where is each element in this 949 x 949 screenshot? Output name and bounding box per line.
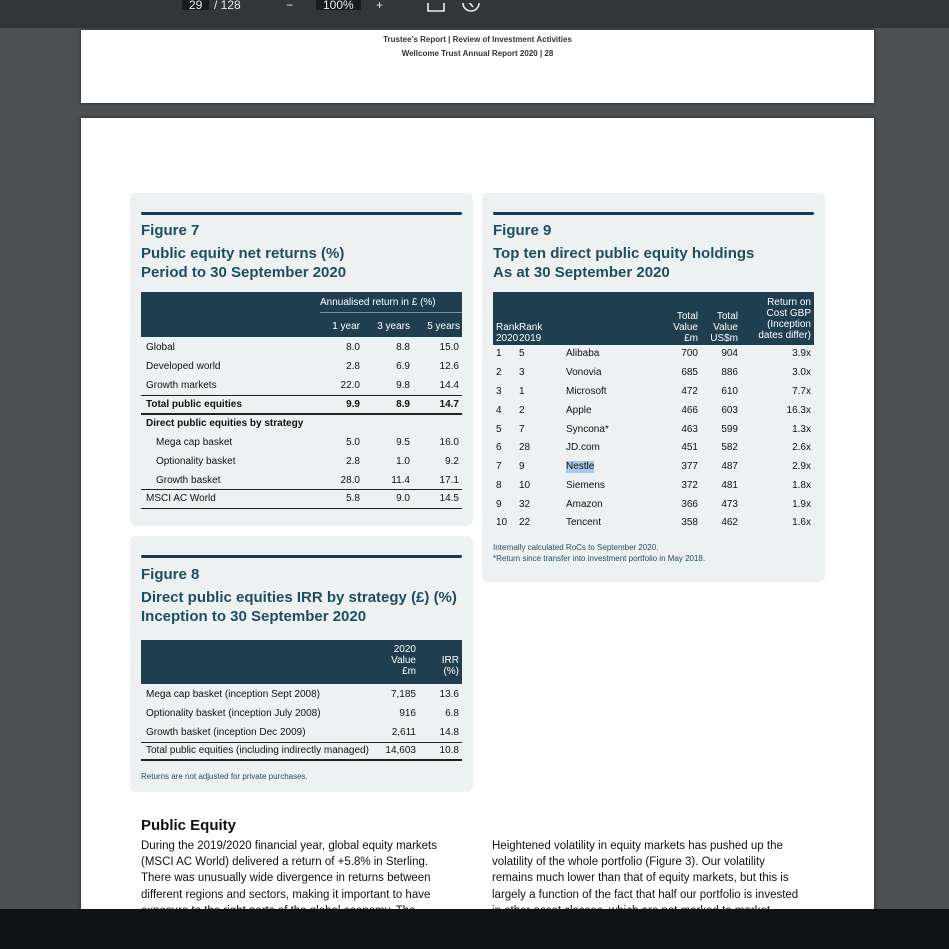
cell-rank: 3 — [496, 386, 502, 397]
column-header: Value — [713, 322, 738, 333]
fit-page-icon[interactable] — [426, 0, 446, 18]
column-header: 2020 — [496, 333, 519, 344]
body-line: There was unusually wide divergence in returns between — [141, 872, 431, 885]
pdf-page — [81, 118, 874, 918]
figure-subtitle: Period to 30 September 2020 — [141, 264, 347, 281]
row-rule — [141, 413, 462, 415]
cell-rank: 4 — [496, 405, 502, 416]
row-label-total: Total public equities (including indirectly managed) — [146, 745, 369, 756]
figure-label: Figure 8 — [141, 566, 200, 583]
column-header: Total — [716, 311, 738, 322]
section-heading: Public Equity — [141, 817, 237, 834]
cell-rank: 2 — [519, 405, 525, 416]
row-label: Growth markets — [146, 380, 217, 391]
column-header: £m — [684, 333, 698, 344]
body-line: Heightened volatility in equity markets has pushed up the — [492, 840, 783, 852]
row-label: Mega cap basket (inception Sept 2008) — [146, 689, 320, 700]
cell-value: 904 — [721, 348, 738, 359]
row-label: Growth basket (inception Dec 2009) — [146, 727, 306, 738]
column-header: Cost GBP — [766, 308, 811, 319]
figure-note: *Return since transfer into investment portfolio in May 2018. — [493, 554, 706, 563]
cell-value: 10.8 — [439, 745, 459, 756]
cell-value: 700 — [681, 348, 698, 359]
column-header: Value — [391, 655, 416, 666]
column-group-header: Annualised return in £ (%) — [320, 297, 436, 308]
cell-value: 16.0 — [439, 437, 459, 448]
cell-company: Tencent — [566, 517, 602, 528]
row-label-total: Total public equities — [146, 399, 242, 410]
column-header: US$m — [710, 333, 738, 344]
figure-8-panel — [130, 536, 473, 792]
body-line: largely a function of the fact that half our portfolio is invested — [492, 888, 799, 901]
cell-value: 3.9x — [792, 348, 811, 359]
figure-label: Figure 9 — [493, 222, 552, 239]
column-header: (Inception — [767, 319, 811, 330]
cell-rank: 22 — [519, 517, 531, 528]
column-header: 2019 — [519, 333, 542, 344]
row-rule — [141, 508, 462, 509]
cell-value: 1.8x — [792, 480, 811, 491]
cell-value: 15.0 — [439, 342, 459, 353]
row-label: Optionality basket (inception July 2008) — [146, 708, 321, 719]
pdf-toolbar — [0, 0, 949, 28]
cell-value: 1.9x — [792, 499, 811, 510]
cell-value: 14.5 — [439, 493, 459, 504]
cell-company: Siemens — [566, 480, 605, 491]
cell-rank: 9 — [496, 499, 502, 510]
zoom-level-input[interactable]: 100% — [316, 0, 361, 10]
column-header: 3 years — [377, 321, 410, 332]
figure-divider — [141, 212, 462, 215]
cell-company: Alibaba — [566, 348, 600, 359]
body-line: During the 2019/2020 financial year, global equity markets — [141, 840, 437, 852]
column-header: dates differ) — [758, 330, 811, 341]
column-header: £m — [402, 666, 416, 677]
body-line: (MSCI AC World) delivered a return of +5.8% in Sterling. — [141, 856, 429, 869]
cell-value: 451 — [681, 442, 698, 453]
cell-value: 8.9 — [396, 399, 410, 410]
cell-rank: 5 — [496, 424, 502, 435]
cell-value: 2,611 — [391, 727, 416, 738]
cell-company: Syncona* — [566, 424, 609, 435]
cell-value: 6.9 — [396, 361, 410, 372]
cell-value: 472 — [681, 386, 698, 397]
bottom-overlay — [0, 909, 949, 949]
cell-value: 3.0x — [792, 367, 811, 378]
cell-company: JD.com — [566, 442, 600, 453]
cell-value: 7,185 — [390, 689, 416, 700]
column-header: Rank — [496, 322, 520, 333]
cell-value: 473 — [721, 499, 738, 510]
column-header: Total — [676, 311, 698, 322]
cell-company: Apple — [566, 405, 592, 416]
cell-company-selected[interactable]: Nestle — [566, 461, 595, 472]
figure-subtitle: Inception to 30 September 2020 — [141, 608, 367, 625]
cell-company: Amazon — [566, 499, 603, 510]
cell-value: 9.8 — [396, 380, 410, 391]
cell-rank: 3 — [519, 367, 525, 378]
column-header: 5 years — [427, 321, 460, 332]
column-header: 2020 — [393, 644, 416, 655]
cell-value: 16.3x — [786, 405, 811, 416]
cell-value: 14.4 — [439, 380, 459, 391]
cell-value: 463 — [681, 424, 698, 435]
cell-value: 366 — [681, 499, 698, 510]
row-rule — [141, 489, 462, 490]
cell-rank: 32 — [519, 499, 531, 510]
cell-rank: 5 — [519, 348, 525, 359]
figure-divider — [493, 212, 814, 215]
figure-divider — [141, 555, 462, 558]
cell-value: 377 — [681, 461, 698, 472]
column-header: (%) — [443, 666, 459, 677]
cell-value: 2.8 — [346, 361, 360, 372]
cell-value: 5.8 — [346, 493, 360, 504]
figure-title: Direct public equities IRR by strategy (£) (%) — [141, 589, 457, 606]
column-header: Return on — [767, 297, 811, 308]
row-label: Global — [146, 342, 175, 353]
body-line: remains much lower than that of equity markets, but this is — [492, 872, 789, 885]
cell-value: 886 — [721, 367, 738, 378]
row-label: Growth basket — [156, 475, 221, 486]
zoom-out-button[interactable]: − — [286, 0, 294, 10]
rotate-icon[interactable] — [460, 0, 482, 18]
row-label: Optionality basket — [156, 456, 236, 467]
row-label: Developed world — [146, 361, 221, 372]
header-rule — [320, 312, 462, 313]
figure-subtitle: As at 30 September 2020 — [493, 264, 670, 281]
cell-value: 7.7x — [792, 386, 811, 397]
row-rule — [141, 395, 462, 396]
column-header: 1 year — [332, 321, 360, 332]
cell-value: 8.8 — [396, 342, 410, 353]
figure-9-panel — [482, 193, 825, 582]
column-header: IRR — [441, 655, 459, 666]
cell-rank: 7 — [496, 461, 502, 472]
cell-value: 14.8 — [439, 727, 459, 738]
row-label: Mega cap basket — [156, 437, 233, 448]
cell-company: Vonovia — [566, 367, 602, 378]
cell-value: 22.0 — [340, 380, 360, 391]
cell-value: 9.0 — [396, 493, 410, 504]
column-header: Value — [673, 322, 698, 333]
page-number-input[interactable]: 29 — [182, 0, 209, 10]
cell-value: 487 — [721, 461, 738, 472]
cell-value: 372 — [681, 480, 698, 491]
zoom-in-button[interactable]: + — [376, 0, 384, 10]
cell-value: 9.5 — [396, 437, 410, 448]
cell-value: 14.7 — [439, 399, 459, 410]
body-column-left — [141, 838, 456, 919]
figure-note: Returns are not adjusted for private purchases. — [141, 772, 308, 781]
cell-value: 8.0 — [346, 342, 360, 353]
cell-company: Microsoft — [566, 386, 607, 397]
cell-rank: 7 — [519, 424, 525, 435]
cell-rank: 1 — [496, 348, 502, 359]
cell-value: 2.6x — [792, 442, 811, 453]
cell-value: 1.6x — [792, 517, 811, 528]
row-label: MSCI AC World — [146, 493, 216, 504]
cell-value: 916 — [399, 708, 416, 719]
cell-value: 13.6 — [439, 689, 459, 700]
page-header-subtitle: Wellcome Trust Annual Report 2020 | 28 — [401, 49, 554, 58]
cell-value: 17.1 — [439, 475, 459, 486]
cell-value: 1.0 — [396, 456, 410, 467]
cell-value: 685 — [681, 367, 698, 378]
cell-value: 466 — [681, 405, 698, 416]
cell-value: 6.8 — [445, 708, 459, 719]
cell-value: 481 — [721, 480, 738, 491]
cell-value: 2.9x — [792, 461, 811, 472]
row-rule — [141, 742, 462, 743]
page-header-title: Trustee’s Report | Review of Investment Activities — [383, 35, 572, 44]
cell-rank: 10 — [519, 480, 531, 491]
cell-rank: 1 — [519, 386, 525, 397]
column-header: Rank — [519, 322, 543, 333]
cell-rank: 2 — [496, 367, 502, 378]
figure-title: Top ten direct public equity holdings — [493, 245, 755, 262]
pdf-page-previous — [81, 30, 874, 103]
cell-value: 2.8 — [346, 456, 360, 467]
cell-value: 462 — [721, 517, 738, 528]
body-column-right — [492, 838, 822, 919]
cell-value: 1.3x — [792, 424, 811, 435]
row-section-label: Direct public equities by strategy — [146, 418, 304, 429]
cell-value: 11.4 — [391, 475, 410, 486]
cell-value: 358 — [681, 517, 698, 528]
cell-value: 599 — [721, 424, 738, 435]
cell-value: 14,603 — [385, 745, 416, 756]
cell-value: 28.0 — [340, 475, 360, 486]
row-rule — [141, 759, 462, 761]
cell-value: 603 — [721, 405, 738, 416]
figure-title: Public equity net returns (%) — [141, 245, 345, 262]
figure-7-panel — [130, 193, 473, 526]
cell-value: 5.0 — [346, 437, 360, 448]
page-total: / 128 — [214, 0, 241, 10]
cell-rank: 8 — [496, 480, 502, 491]
body-line: different regions and sectors, making it important to have — [141, 888, 431, 901]
cell-rank: 9 — [519, 461, 525, 472]
cell-value: 12.6 — [439, 361, 459, 372]
cell-value: 9.9 — [346, 399, 360, 410]
cell-value: 9.2 — [445, 456, 459, 467]
cell-rank: 10 — [496, 517, 508, 528]
body-line: volatility of the whole portfolio (Figure 3). Our volatility — [492, 856, 765, 869]
cell-rank: 28 — [519, 442, 531, 453]
figure-note: Internally calculated RoCs to September 2020. — [493, 543, 659, 552]
cell-rank: 6 — [496, 442, 502, 453]
cell-value: 582 — [721, 442, 738, 453]
figure-label: Figure 7 — [141, 222, 200, 239]
cell-value: 610 — [721, 386, 738, 397]
